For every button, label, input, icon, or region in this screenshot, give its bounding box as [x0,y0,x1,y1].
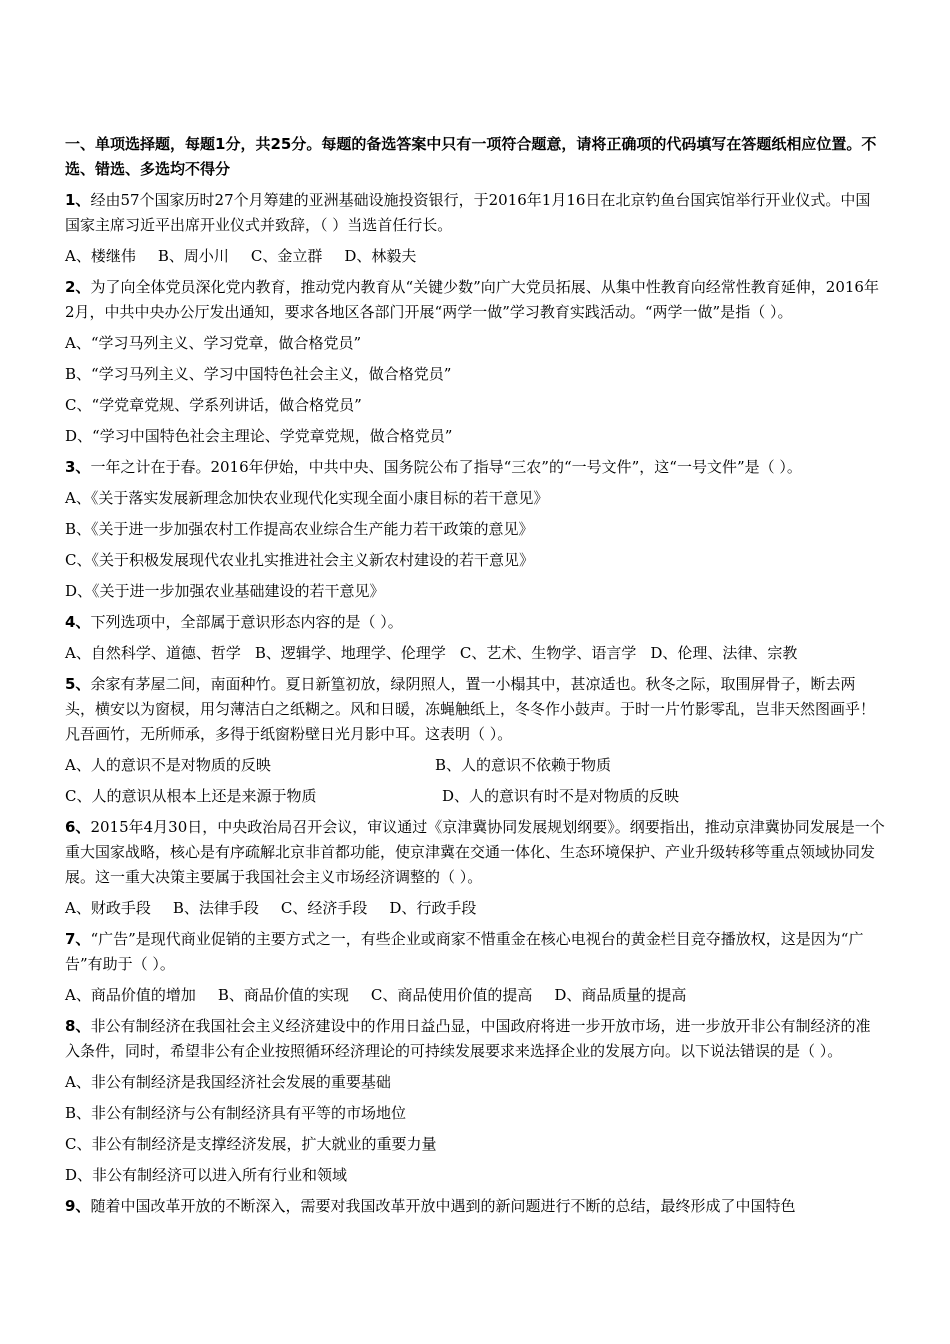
option-c: C、艺术、生物学、语言学 [459,644,637,662]
option-b: B、非公有制经济与公有制经济具有平等的市场地位 [65,1104,407,1122]
option-a: A、楼继伟 [65,247,136,265]
option-d: D、商品质量的提高 [554,986,687,1004]
option-a: A、《关于落实发展新理念加快农业现代化实现全面小康目标的若干意见》 [65,489,549,507]
option-a: A、财政手段 [65,899,151,917]
option-d: D、伦理、法律、宗教 [650,644,798,662]
question-text: 一年之计在于春。2016年伊始，中共中央、国务院公布了指导“三农”的“一号文件”，这“一号文件”是（ ）。 [90,458,802,476]
question-1-options [65,244,885,269]
question-text: 经由57个国家历时27个月筹建的亚洲基础设施投资银行，于2016年1月16日在北京钓鱼台国宾馆举行开业仪式。中国国家主席习近平出席开业仪式并致辞，（ ）当选首任行长。 [65,191,871,234]
question-4-stem [65,610,885,635]
option-a: A、“学习马列主义、学习党章，做合格党员” [65,334,362,352]
question-text: 余家有茅屋二间，南面种竹。夏日新篁初放，绿阴照人，置一小榻其中，甚凉适也。秋冬之际，取围屏骨子，断去两头，横安以为窗棂，用匀薄洁白之纸糊之。风和日暖，冻蝇触纸上，冬冬作小鼓声。于时一片竹影零乱，岂非天然图画乎！凡吾画竹，无所师承，多得于纸窗粉壁日光月影中耳。这表明（ ）。 [65,675,876,743]
question-number: 1、 [65,191,91,209]
option-a: A、自然科学、道德、哲学 [65,644,241,662]
option-b: B、商品价值的实现 [217,986,349,1004]
question-6-options [65,896,885,921]
question-number: 5、 [65,675,91,693]
option-c: C、“学党章党规、学系列讲话，做合格党员” [65,396,362,414]
section-header: 一、单项选择题，每题1分，共25分。每题的备选答案中只有一项符合题意，请将正确项的代码填写在答题纸相应位置。不选、错选、多选均不得分 [65,135,877,178]
question-5-options-row-1 [65,753,885,778]
option-c: C、金立群 [250,247,323,265]
question-6-stem [65,815,885,890]
option-b: B、人的意识不依赖于物质 [435,756,612,774]
option-b: B、《关于进一步加强农村工作提高农业综合生产能力若干政策的意见》 [65,520,534,538]
option-b: B、“学习马列主义、学习中国特色社会主义，做合格党员” [65,365,452,383]
option-b: B、逻辑学、地理学、伦理学 [254,644,446,662]
option-d: D、人的意识有时不是对物质的反映 [442,787,680,805]
question-3-stem [65,455,885,480]
question-5-options-row-2 [65,784,885,809]
option-c: C、商品使用价值的提高 [370,986,533,1004]
option-d: D、行政手段 [389,899,477,917]
question-text: 随着中国改革开放的不断深入，需要对我国改革开放中遇到的新问题进行不断的总结，最终形成了中国特色 [90,1197,796,1215]
question-text: 为了向全体党员深化党内教育，推动党内教育从“关键少数”向广大党员拓展、从集中性教育向经常性教育延伸，2016年2月，中共中央办公厅发出通知，要求各地区各部门开展“两学一做”学习教育实践活动。“两学一做”是指（ ）。 [65,278,879,321]
option-d: D、“学习中国特色社会主理论、学党章党规，做合格党员” [65,427,453,445]
option-c: C、非公有制经济是支撑经济发展，扩大就业的重要力量 [65,1135,437,1153]
option-b: B、周小川 [157,247,229,265]
question-8-stem [65,1014,885,1064]
question-2-stem [65,275,885,325]
question-9-stem [65,1194,885,1219]
question-1-stem [65,188,885,238]
exam-page [65,132,885,1225]
question-7-options [65,983,885,1008]
option-a: A、商品价值的增加 [65,986,196,1004]
option-a: A、人的意识不是对物质的反映 [65,756,271,774]
question-text: “广告”是现代商业促销的主要方式之一，有些企业或商家不惜重金在核心电视台的黄金栏目竞夺播放权，这是因为“广告”有助于（ ）。 [65,930,864,973]
question-number: 9、 [65,1197,91,1215]
question-text: 下列选项中，全部属于意识形态内容的是（ ）。 [90,613,403,631]
question-number: 8、 [65,1017,91,1035]
question-number: 2、 [65,278,91,296]
option-c: C、《关于积极发展现代农业扎实推进社会主义新农村建设的若干意见》 [65,551,534,569]
option-d: D、林毅夫 [344,247,417,265]
question-number: 6、 [65,818,91,836]
option-c: C、经济手段 [280,899,368,917]
question-number: 7、 [65,930,91,948]
option-a: A、非公有制经济是我国经济社会发展的重要基础 [65,1073,391,1091]
question-7-stem [65,927,885,977]
question-text: 2015年4月30日，中央政治局召开会议，审议通过《京津冀协同发展规划纲要》。纲要指出，推动京津冀协同发展是一个重大国家战略，核心是有序疏解北京非首都功能，使京津冀在交通一体化、生态环境保护、产业升级转移等重点领域协同发展。这一重大决策主要属于我国社会主义市场经济调整的（ ）。 [65,818,885,886]
question-5-stem [65,672,885,747]
question-number: 3、 [65,458,91,476]
question-number: 4、 [65,613,91,631]
question-text: 非公有制经济在我国社会主义经济建设中的作用日益凸显，中国政府将进一步开放市场，进一步放开非公有制经济的准入条件，同时，希望非公有企业按照循环经济理论的可持续发展要求来选择企业的发展方向。以下说法错误的是（ ）。 [65,1017,871,1060]
option-c: C、人的意识从根本上还是来源于物质 [65,787,317,805]
option-d: D、非公有制经济可以进入所有行业和领域 [65,1166,348,1184]
option-d: D、《关于进一步加强农业基础建设的若干意见》 [65,582,385,600]
option-b: B、法律手段 [172,899,259,917]
question-4-options [65,641,885,666]
